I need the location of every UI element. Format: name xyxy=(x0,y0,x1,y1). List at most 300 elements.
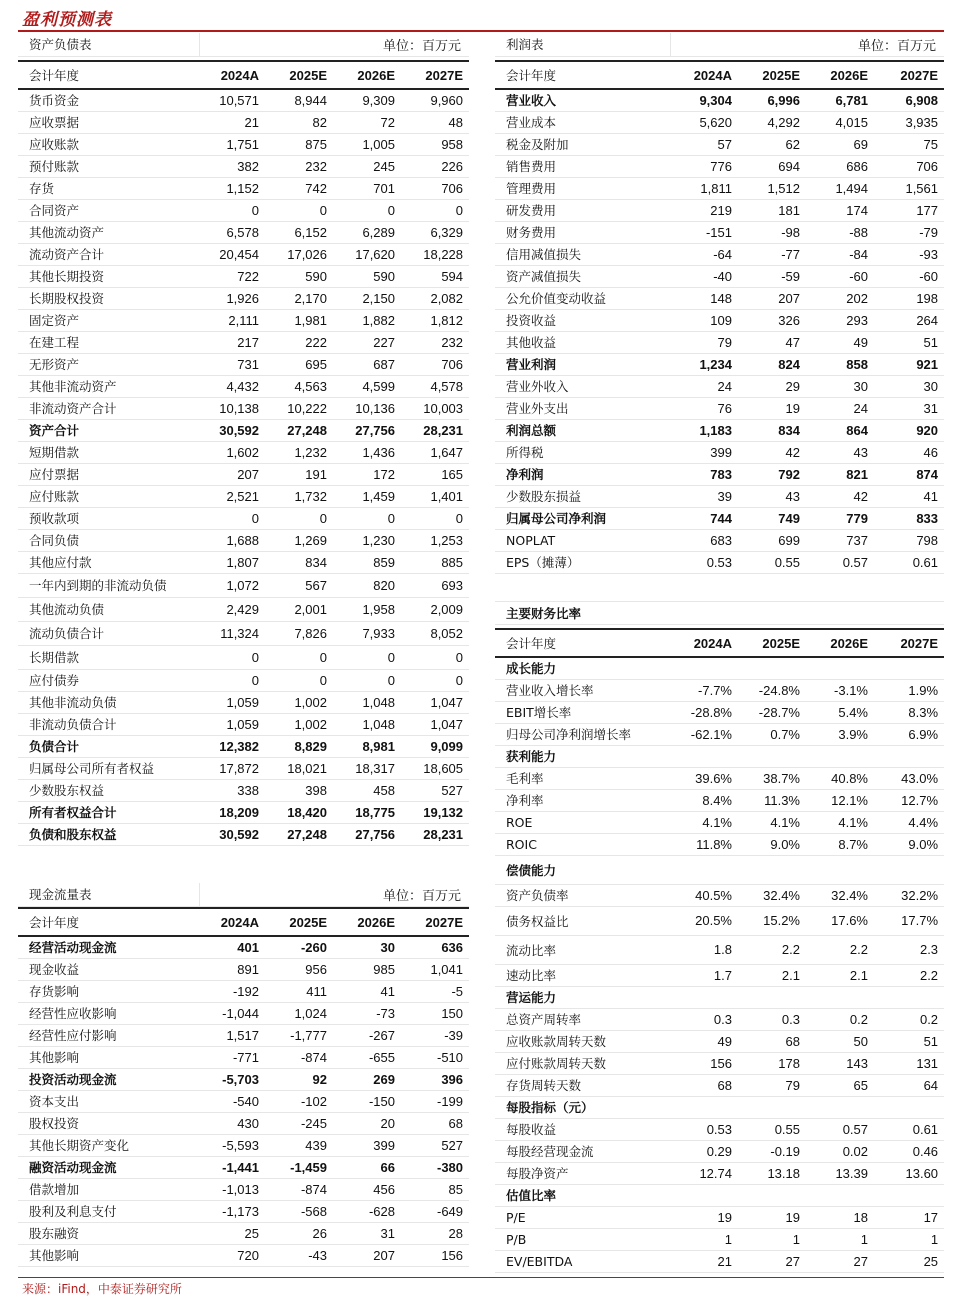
cell-value: 779 xyxy=(806,507,874,529)
cell-value: -60 xyxy=(874,265,944,287)
cell-value: 2.2 xyxy=(806,935,874,964)
cell-value xyxy=(738,745,806,767)
cashflow-section xyxy=(18,883,469,1267)
cell-value: 687 xyxy=(333,353,401,375)
cell-value: 207 xyxy=(333,1244,401,1266)
cell-value: 1,041 xyxy=(401,958,469,980)
table-row xyxy=(495,1118,944,1140)
table-row xyxy=(495,789,944,811)
cell-value: 43 xyxy=(806,441,874,463)
cell-value: -568 xyxy=(265,1200,333,1222)
cell-value: 1,059 xyxy=(199,713,265,735)
cell-value: 219 xyxy=(670,199,738,221)
cell-value xyxy=(874,855,944,884)
cell-value: 57 xyxy=(670,133,738,155)
row-label: 归属母公司净利润 xyxy=(495,507,670,529)
cell-value: 49 xyxy=(806,331,874,353)
cell-value: 875 xyxy=(265,133,333,155)
row-label: 应付债券 xyxy=(18,669,199,691)
row-label: 预付账款 xyxy=(18,155,199,177)
cell-value: 18,228 xyxy=(401,243,469,265)
cell-value xyxy=(738,986,806,1008)
balance-header-label: 会计年度 xyxy=(18,61,199,89)
table-row xyxy=(495,551,944,573)
cell-value: -43 xyxy=(265,1244,333,1266)
cell-value: 39 xyxy=(670,485,738,507)
cell-value: 0.7% xyxy=(738,723,806,745)
row-label: 流动资产合计 xyxy=(18,243,199,265)
row-label: 其他非流动负债 xyxy=(18,691,199,713)
cell-value xyxy=(670,1096,738,1118)
table-row xyxy=(495,529,944,551)
cell-value: 30 xyxy=(333,936,401,958)
cell-value: 17.7% xyxy=(874,906,944,935)
cell-value: 834 xyxy=(738,419,806,441)
row-label: P/E xyxy=(495,1206,670,1228)
cell-value: 401 xyxy=(199,936,265,958)
table-row xyxy=(495,723,944,745)
cell-value: 1,002 xyxy=(265,713,333,735)
table-row xyxy=(18,779,469,801)
cell-value: 11,324 xyxy=(199,621,265,645)
cell-value xyxy=(874,657,944,679)
table-row xyxy=(495,419,944,441)
row-label: P/B xyxy=(495,1228,670,1250)
cell-value: 1,647 xyxy=(401,441,469,463)
cell-value: 227 xyxy=(333,331,401,353)
row-label: 资本支出 xyxy=(18,1090,199,1112)
row-label: 营运能力 xyxy=(495,986,670,1008)
cell-value: 20,454 xyxy=(199,243,265,265)
cell-value: -0.19 xyxy=(738,1140,806,1162)
cell-value: 7,933 xyxy=(333,621,401,645)
cell-value: 0 xyxy=(265,507,333,529)
cell-value: 32.2% xyxy=(874,884,944,906)
cell-value: 18,775 xyxy=(333,801,401,823)
cell-value: 1,811 xyxy=(670,177,738,199)
cell-value: 32.4% xyxy=(738,884,806,906)
row-label: 负债合计 xyxy=(18,735,199,757)
cell-value: 42 xyxy=(738,441,806,463)
cell-value: 4,599 xyxy=(333,375,401,397)
cell-value: 527 xyxy=(401,779,469,801)
cell-value: 9,309 xyxy=(333,89,401,111)
table-row xyxy=(18,1222,469,1244)
cell-value: 17 xyxy=(874,1206,944,1228)
cell-value: 41 xyxy=(333,980,401,1002)
cell-value: 11.8% xyxy=(670,833,738,855)
cell-value xyxy=(806,657,874,679)
cell-value: 85 xyxy=(401,1178,469,1200)
balance-header-row xyxy=(18,61,469,89)
row-label: 税金及附加 xyxy=(495,133,670,155)
table-row xyxy=(18,155,469,177)
cell-value: 43.0% xyxy=(874,767,944,789)
cell-value: 0.61 xyxy=(874,1118,944,1140)
cell-value: 30 xyxy=(806,375,874,397)
cell-value xyxy=(806,855,874,884)
cell-value: 396 xyxy=(401,1068,469,1090)
cell-value: 1,926 xyxy=(199,287,265,309)
table-row xyxy=(18,133,469,155)
row-label: 偿债能力 xyxy=(495,855,670,884)
cell-value: 10,222 xyxy=(265,397,333,419)
row-label: 资产负债率 xyxy=(495,884,670,906)
cell-value xyxy=(738,657,806,679)
cell-value: 17,620 xyxy=(333,243,401,265)
cell-value: -1,173 xyxy=(199,1200,265,1222)
table-row xyxy=(495,1008,944,1030)
cell-value xyxy=(874,986,944,1008)
table-row xyxy=(495,177,944,199)
cell-value: 859 xyxy=(333,551,401,573)
page-title: 盈利预测表 xyxy=(22,10,112,30)
table-row xyxy=(18,199,469,221)
year-header: 2026E xyxy=(806,61,874,89)
year-header: 2025E xyxy=(738,61,806,89)
row-label: 股东融资 xyxy=(18,1222,199,1244)
row-label: 在建工程 xyxy=(18,331,199,353)
cell-value: 4,292 xyxy=(738,111,806,133)
row-label: 信用减值损失 xyxy=(495,243,670,265)
cell-value: 2,521 xyxy=(199,485,265,507)
cell-value: 18,605 xyxy=(401,757,469,779)
cell-value xyxy=(670,986,738,1008)
cell-value: 68 xyxy=(401,1112,469,1134)
cell-value: 792 xyxy=(738,463,806,485)
row-label: 其他长期投资 xyxy=(18,265,199,287)
cell-value: 11.3% xyxy=(738,789,806,811)
cell-value: -540 xyxy=(199,1090,265,1112)
row-label: 所有者权益合计 xyxy=(18,801,199,823)
cell-value: 12,382 xyxy=(199,735,265,757)
cell-value: 824 xyxy=(738,353,806,375)
cell-value: 42 xyxy=(806,485,874,507)
table-row xyxy=(18,1112,469,1134)
cell-value: 40.5% xyxy=(670,884,738,906)
table-row xyxy=(18,397,469,419)
year-header: 2026E xyxy=(333,908,401,936)
cell-value: 32.4% xyxy=(806,884,874,906)
cell-value: 1 xyxy=(738,1228,806,1250)
cell-value: 0.57 xyxy=(806,551,874,573)
year-header: 2024A xyxy=(670,61,738,89)
cell-value xyxy=(874,745,944,767)
cell-value: 1,002 xyxy=(265,691,333,713)
row-label: 财务费用 xyxy=(495,221,670,243)
table-row xyxy=(495,463,944,485)
row-label: EV/EBITDA xyxy=(495,1250,670,1272)
cell-value: 921 xyxy=(874,353,944,375)
balance-unit: 单位：百万元 xyxy=(199,33,469,56)
cell-value: 1,401 xyxy=(401,485,469,507)
table-row xyxy=(18,823,469,845)
row-label: 长期借款 xyxy=(18,645,199,669)
row-label: 投资活动现金流 xyxy=(18,1068,199,1090)
table-row xyxy=(495,1184,944,1206)
cell-value: 798 xyxy=(874,529,944,551)
table-row xyxy=(495,441,944,463)
row-label: 流动负债合计 xyxy=(18,621,199,645)
cell-value: 742 xyxy=(265,177,333,199)
table-row xyxy=(495,397,944,419)
cell-value: -73 xyxy=(333,1002,401,1024)
cell-value: 10,571 xyxy=(199,89,265,111)
row-label: 存货周转天数 xyxy=(495,1074,670,1096)
cell-value: -77 xyxy=(738,243,806,265)
cell-value: 0.53 xyxy=(670,551,738,573)
cell-value: 12.74 xyxy=(670,1162,738,1184)
cell-value: -380 xyxy=(401,1156,469,1178)
row-label: 管理费用 xyxy=(495,177,670,199)
cell-value: 1,958 xyxy=(333,597,401,621)
cell-value: 1,059 xyxy=(199,691,265,713)
cell-value: 82 xyxy=(265,111,333,133)
cell-value: 30,592 xyxy=(199,823,265,845)
table-row xyxy=(18,1046,469,1068)
cell-value: 1,807 xyxy=(199,551,265,573)
row-label: 现金收益 xyxy=(18,958,199,980)
cell-value: 21 xyxy=(199,111,265,133)
row-label: 债务权益比 xyxy=(495,906,670,935)
cell-value: 590 xyxy=(265,265,333,287)
cell-value: 4.1% xyxy=(670,811,738,833)
row-label: 成长能力 xyxy=(495,657,670,679)
row-label: 其他长期资产变化 xyxy=(18,1134,199,1156)
row-label: 营业外支出 xyxy=(495,397,670,419)
row-label: 净利率 xyxy=(495,789,670,811)
cell-value: 2,111 xyxy=(199,309,265,331)
cell-value: 399 xyxy=(670,441,738,463)
cell-value: 0 xyxy=(333,645,401,669)
table-row xyxy=(18,645,469,669)
cell-value: 920 xyxy=(874,419,944,441)
table-row xyxy=(495,811,944,833)
year-header: 2024A xyxy=(199,908,265,936)
cell-value: 338 xyxy=(199,779,265,801)
cell-value: 12.7% xyxy=(874,789,944,811)
cell-value: 864 xyxy=(806,419,874,441)
cell-value: -192 xyxy=(199,980,265,1002)
cell-value: 456 xyxy=(333,1178,401,1200)
table-row xyxy=(18,958,469,980)
cell-value: 0.3 xyxy=(670,1008,738,1030)
cell-value: 46 xyxy=(874,441,944,463)
cell-value: 0 xyxy=(265,199,333,221)
row-label: 存货 xyxy=(18,177,199,199)
cell-value: 15.2% xyxy=(738,906,806,935)
table-row xyxy=(495,155,944,177)
year-header: 2024A xyxy=(670,629,738,657)
cell-value: 202 xyxy=(806,287,874,309)
cell-value: 6,578 xyxy=(199,221,265,243)
cell-value: 439 xyxy=(265,1134,333,1156)
cell-value: 9.0% xyxy=(874,833,944,855)
cell-value: 706 xyxy=(401,177,469,199)
cell-value: 26 xyxy=(265,1222,333,1244)
table-row xyxy=(18,1178,469,1200)
table-row xyxy=(495,745,944,767)
row-label: 其他影响 xyxy=(18,1046,199,1068)
cell-value: 9.0% xyxy=(738,833,806,855)
cell-value: 821 xyxy=(806,463,874,485)
row-label: 合同负债 xyxy=(18,529,199,551)
table-row xyxy=(18,735,469,757)
income-header-row xyxy=(495,61,944,89)
cell-value: 19 xyxy=(670,1206,738,1228)
row-label: 应付账款周转天数 xyxy=(495,1052,670,1074)
table-row xyxy=(18,309,469,331)
cell-value: 0 xyxy=(199,199,265,221)
cell-value: 49 xyxy=(670,1030,738,1052)
cell-value: 30 xyxy=(874,375,944,397)
cell-value: -84 xyxy=(806,243,874,265)
year-header: 2027E xyxy=(401,61,469,89)
row-label: 股权投资 xyxy=(18,1112,199,1134)
table-row xyxy=(18,801,469,823)
cell-value xyxy=(670,855,738,884)
table-row xyxy=(18,375,469,397)
cell-value: 207 xyxy=(199,463,265,485)
cell-value: 76 xyxy=(670,397,738,419)
table-row xyxy=(495,1052,944,1074)
cell-value: 1,494 xyxy=(806,177,874,199)
cell-value xyxy=(806,1096,874,1118)
cell-value: 430 xyxy=(199,1112,265,1134)
cell-value: 18,420 xyxy=(265,801,333,823)
cell-value: 31 xyxy=(874,397,944,419)
cell-value: 27 xyxy=(806,1250,874,1272)
year-header: 2025E xyxy=(738,629,806,657)
row-label: 少数股东权益 xyxy=(18,779,199,801)
cell-value: 68 xyxy=(670,1074,738,1096)
cell-value: 8,052 xyxy=(401,621,469,645)
cell-value: 177 xyxy=(874,199,944,221)
cell-value: 293 xyxy=(806,309,874,331)
row-label: 估值比率 xyxy=(495,1184,670,1206)
row-label: 归属母公司所有者权益 xyxy=(18,757,199,779)
cell-value: 1.9% xyxy=(874,679,944,701)
cell-value: 4.1% xyxy=(806,811,874,833)
row-label: 净利润 xyxy=(495,463,670,485)
cell-value: 1,751 xyxy=(199,133,265,155)
cell-value: -93 xyxy=(874,243,944,265)
cell-value: 0 xyxy=(199,645,265,669)
cell-value: 27 xyxy=(738,1250,806,1272)
cashflow-title-row xyxy=(18,883,469,906)
cell-value: 232 xyxy=(265,155,333,177)
cell-value: -150 xyxy=(333,1090,401,1112)
cell-value: 1,512 xyxy=(738,177,806,199)
cell-value: 245 xyxy=(333,155,401,177)
cell-value: -1,044 xyxy=(199,1002,265,1024)
cell-value: 226 xyxy=(401,155,469,177)
cell-value: 1.8 xyxy=(670,935,738,964)
year-header: 2027E xyxy=(874,629,944,657)
cell-value: 143 xyxy=(806,1052,874,1074)
table-row xyxy=(18,331,469,353)
cell-value: 0.55 xyxy=(738,1118,806,1140)
cell-value: 3,935 xyxy=(874,111,944,133)
cell-value: -771 xyxy=(199,1046,265,1068)
ratios-header-label: 会计年度 xyxy=(495,629,670,657)
ratios-section xyxy=(495,577,944,1273)
table-row xyxy=(495,679,944,701)
row-label: 应收账款 xyxy=(18,133,199,155)
cell-value: 4,432 xyxy=(199,375,265,397)
cell-value: 1,072 xyxy=(199,573,265,597)
cell-value: -79 xyxy=(874,221,944,243)
cell-value: 29 xyxy=(738,375,806,397)
cell-value: -1,441 xyxy=(199,1156,265,1178)
cell-value: -98 xyxy=(738,221,806,243)
cell-value: 181 xyxy=(738,199,806,221)
cell-value: 1.7 xyxy=(670,964,738,986)
cell-value: 92 xyxy=(265,1068,333,1090)
cell-value: 24 xyxy=(806,397,874,419)
cell-value: 28 xyxy=(401,1222,469,1244)
cell-value: 30,592 xyxy=(199,419,265,441)
cell-value: -874 xyxy=(265,1178,333,1200)
cell-value: 39.6% xyxy=(670,767,738,789)
table-row xyxy=(18,980,469,1002)
cell-value: -28.8% xyxy=(670,701,738,723)
table-row xyxy=(18,221,469,243)
row-label: 归母公司净利润增长率 xyxy=(495,723,670,745)
income-section xyxy=(495,33,944,574)
cell-value: 0 xyxy=(401,507,469,529)
row-label: 营业外收入 xyxy=(495,375,670,397)
row-label: EPS（摊薄） xyxy=(495,551,670,573)
cell-value: 706 xyxy=(401,353,469,375)
table-row xyxy=(495,375,944,397)
cell-value: -102 xyxy=(265,1090,333,1112)
row-label: 每股经营现金流 xyxy=(495,1140,670,1162)
table-row xyxy=(18,713,469,735)
cashflow-header-label: 会计年度 xyxy=(18,908,199,936)
cell-value: 0.55 xyxy=(738,551,806,573)
cell-value: 701 xyxy=(333,177,401,199)
cell-value: -151 xyxy=(670,221,738,243)
row-label: 无形资产 xyxy=(18,353,199,375)
cell-value: 264 xyxy=(874,309,944,331)
table-row xyxy=(495,89,944,111)
cell-value xyxy=(670,657,738,679)
row-label: 借款增加 xyxy=(18,1178,199,1200)
cell-value: 0 xyxy=(333,669,401,691)
cell-value: 0 xyxy=(333,199,401,221)
year-header: 2025E xyxy=(265,908,333,936)
cell-value: -3.1% xyxy=(806,679,874,701)
cell-value: 4,563 xyxy=(265,375,333,397)
cell-value: 858 xyxy=(806,353,874,375)
row-label: 营业收入增长率 xyxy=(495,679,670,701)
cell-value: 25 xyxy=(874,1250,944,1272)
cell-value: -199 xyxy=(401,1090,469,1112)
cell-value: 636 xyxy=(401,936,469,958)
cell-value: 891 xyxy=(199,958,265,980)
row-label: 总资产周转率 xyxy=(495,1008,670,1030)
cell-value: 2,009 xyxy=(401,597,469,621)
cell-value: 69 xyxy=(806,133,874,155)
cell-value: 172 xyxy=(333,463,401,485)
row-label: 经营活动现金流 xyxy=(18,936,199,958)
cell-value: 1,047 xyxy=(401,691,469,713)
cell-value: 749 xyxy=(738,507,806,529)
ratios-title: 主要财务比率 xyxy=(495,601,944,624)
balance-sheet-table xyxy=(18,33,469,846)
table-row xyxy=(495,1074,944,1096)
